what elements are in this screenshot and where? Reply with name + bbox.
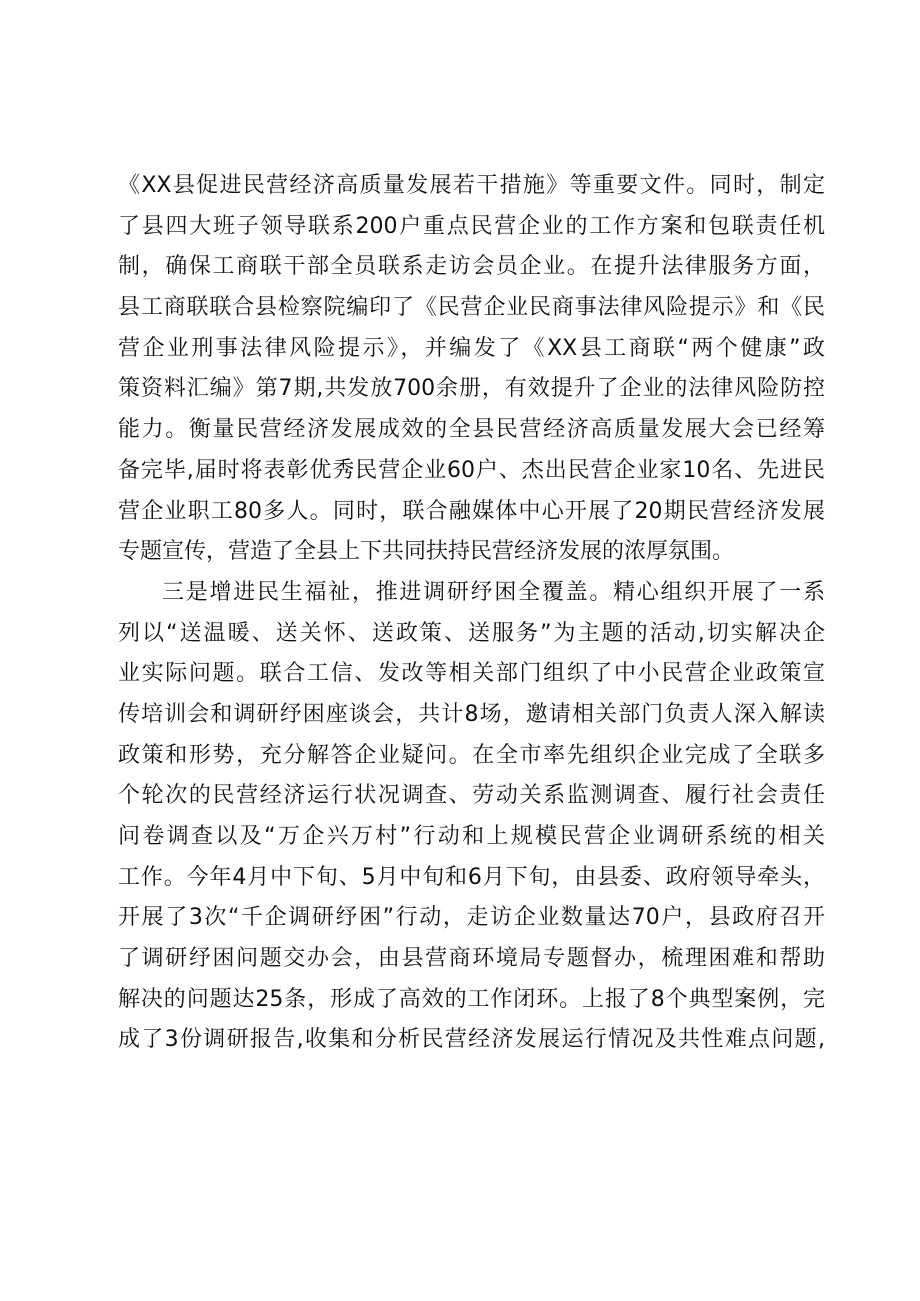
text-line: 三是增进民生福祉，推进调研纾困全覆盖。精心组织开展了一系 bbox=[162, 579, 825, 605]
text-line: 成了3份调研报告,收集和分析民营经济发展运行情况及共性难点问题, bbox=[118, 1027, 825, 1053]
text-line: 了调研纾困问题交办会，由县营商环境局专题督办，梳理困难和帮助 bbox=[118, 946, 825, 972]
text-line: 列以“送温暖、送关怀、送政策、送服务”为主题的活动,切实解决企 bbox=[118, 620, 825, 646]
text-line: 营企业刑事法律风险提示》，并编发了《XX县工商联“两个健康”政 bbox=[118, 335, 825, 361]
text-line: 个轮次的民营经济运行状况调查、劳动关系监测调查、履行社会责任 bbox=[118, 783, 825, 809]
text-line: 业实际问题。联合工信、发改等相关部门组织了中小民营企业政策宣 bbox=[118, 661, 825, 687]
paragraph-legal-services bbox=[118, 166, 825, 573]
text-line: 策资料汇编》第7期,共发放700余册，有效提升了企业的法律风险防控 bbox=[118, 376, 825, 402]
text-line: 解决的问题达25条，形成了高效的工作闭环。上报了8个典型案例，完 bbox=[118, 986, 825, 1012]
text-line: 政策和形势，充分解答企业疑问。在全市率先组织企业完成了全联多 bbox=[118, 742, 825, 768]
text-line: 开展了3次“千企调研纾困”行动，走访企业数量达70户，县政府召开 bbox=[118, 905, 825, 931]
text-line: 制，确保工商联干部全员联系走访会员企业。在提升法律服务方面， bbox=[118, 254, 825, 280]
text-line: 县工商联联合县检察院编印了《民营企业民商事法律风险提示》和《民 bbox=[118, 295, 825, 321]
document-body bbox=[118, 166, 825, 1061]
text-line: 问卷调查以及“万企兴万村”行动和上规模民营企业调研系统的相关 bbox=[118, 824, 825, 849]
text-line: 备完毕,届时将表彰优秀民营企业60户、杰出民营企业家10名、先进民 bbox=[118, 457, 825, 483]
text-line: 《XX县促进民营经济高质量发展若干措施》等重要文件。同时，制定 bbox=[118, 173, 825, 198]
text-line: 工作。今年4月中下旬、5月中旬和6月下旬，由县委、政府领导牵头， bbox=[118, 864, 825, 890]
text-line: 营企业职工80多人。同时，联合融媒体中心开展了20期民营经济发展 bbox=[118, 498, 825, 524]
paragraph-livelihood-research bbox=[118, 573, 825, 1061]
text-line: 了县四大班子领导联系200户重点民营企业的工作方案和包联责任机 bbox=[118, 213, 825, 239]
text-line: 专题宣传，营造了全县上下共同扶持民营经济发展的浓厚氛围。 bbox=[118, 539, 735, 565]
text-line: 能力。衡量民营经济发展成效的全县民营经济高质量发展大会已经筹 bbox=[118, 417, 825, 443]
text-line: 传培训会和调研纾困座谈会，共计8场，邀请相关部门负责人深入解读 bbox=[118, 701, 825, 727]
